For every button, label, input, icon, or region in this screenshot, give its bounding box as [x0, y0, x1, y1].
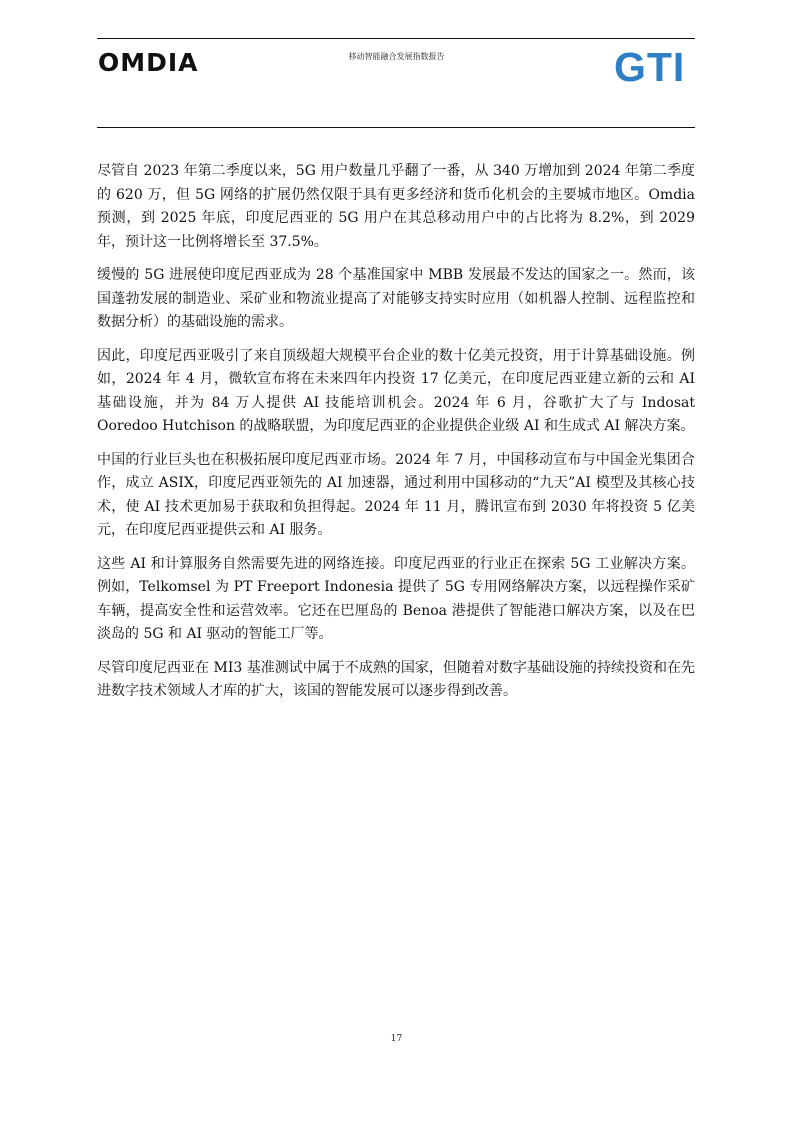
gti-logo: GTI — [614, 44, 686, 90]
header-divider — [97, 127, 695, 128]
paragraph-chinese-giants: 中国的行业巨头也在积极拓展印度尼西亚市场。2024 年 7 月，中国移动宣布与中国金光集团合作，成立 ASIX，印度尼西亚领先的 AI 加速器，通过利用中国移动的“九天”AI 模型及其核心技术，使 AI 技术更加易于获取和负担得起。2024 年 11 月，腾讯宣布到 2030 年将投资 5 亿美元，在印度尼西亚提供云和 AI 服务。 — [97, 451, 695, 538]
page-number: 17 — [390, 1034, 403, 1044]
header-report-title: 移动智能融合发展指数报告 — [348, 52, 445, 61]
paragraph-conclusion: 尽管印度尼西亚在 MI3 基准测试中属于不成熟的国家，但随着对数字基础设施的持续投资和在先进数字技术领域人才库的扩大，该国的智能发展可以逐步得到改善。 — [97, 659, 695, 699]
omdia-logo: OMDIA — [98, 48, 199, 77]
paragraph-5g-industrial: 这些 AI 和计算服务自然需要先进的网络连接。印度尼西亚的行业正在探索 5G 工业解决方案。例如，Telkomsel 为 PT Freeport Indonesia 提供了 5G 专用网络解决方案，以远程操作采矿车辆，提高安全性和运营效率。它还在巴厘岛的 Benoa 港提供了智能港口解决方案，以及在巴淡岛的 5G 和 AI 驱动的智能工厂等。 — [97, 555, 695, 642]
body-text — [97, 160, 695, 714]
paragraph-mbb-development: 缓慢的 5G 进展使印度尼西亚成为 28 个基准国家中 MBB 发展最不发达的国家之一。然而，该国蓬勃发展的制造业、采矿业和物流业提高了对能够支持实时应用（如机器人控制、远程监控和数据分析）的基础设施的需求。 — [97, 267, 695, 330]
paragraph-5g-users: 尽管自 2023 年第二季度以来，5G 用户数量几乎翻了一番，从 340 万增加到 2024 年第二季度的 620 万，但 5G 网络的扩展仍然仅限于具有更多经济和货币化机会的主要城市地区。Omdia 预测，到 2025 年底，印度尼西亚的 5G 用户在其总移动用户中的占比将为 8.2%，到 2029 年，预计这一比例将增长至 37.5%。 — [97, 163, 695, 250]
paragraph-hyperscaler-investment: 因此，印度尼西亚吸引了来自顶级超大规模平台企业的数十亿美元投资，用于计算基础设施。例如，2024 年 4 月，微软宣布将在未来四年内投资 17 亿美元，在印度尼西亚建立新的云和 AI 基础设施，并为 84 万人提供 AI 技能培训机会。2024 年 6 月，谷歌扩大了与 Indosat Ooredoo Hutchison 的战略联盟，为印度尼西亚的企业提供企业级 AI 和生成式 AI 解决方案。 — [97, 347, 695, 434]
header-top-rule — [97, 38, 695, 39]
